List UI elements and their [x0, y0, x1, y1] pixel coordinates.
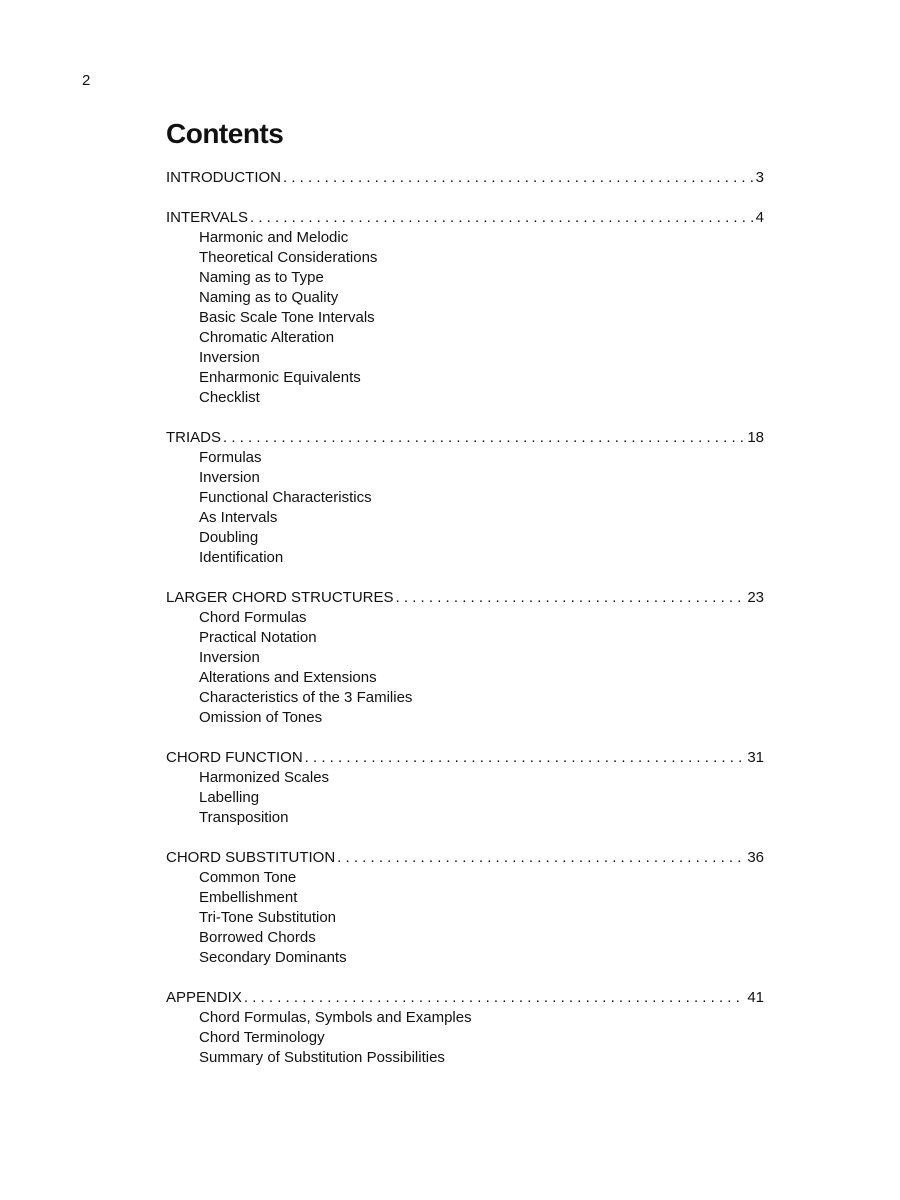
- toc-subitem: Secondary Dominants: [199, 949, 347, 966]
- dot-leader: [250, 208, 754, 228]
- dot-leader: [337, 848, 745, 868]
- dot-leader: [223, 428, 745, 448]
- toc-subitem: Characteristics of the 3 Families: [199, 689, 413, 706]
- toc-subitem: Common Tone: [199, 869, 297, 886]
- toc-section: [166, 988, 764, 1068]
- toc-subitem: Theoretical Considerations: [199, 249, 378, 266]
- dot-leader: [283, 168, 754, 188]
- toc-entry-title: APPENDIX: [166, 989, 242, 1006]
- toc-entry-title: INTERVALS: [166, 209, 248, 226]
- dot-leader: [244, 988, 745, 1008]
- toc-subitem: Formulas: [199, 449, 262, 466]
- toc-subitem: Chord Formulas: [199, 609, 307, 626]
- toc-subitem: Borrowed Chords: [199, 929, 316, 946]
- toc-subitem: Functional Characteristics: [199, 489, 372, 506]
- toc-subitem: Omission of Tones: [199, 709, 323, 726]
- toc-subitems: [166, 448, 764, 568]
- toc-subitem: Inversion: [199, 469, 260, 486]
- toc-section: [166, 748, 764, 828]
- toc-subitem: Harmonic and Melodic: [199, 229, 349, 246]
- toc-section: [166, 848, 764, 968]
- table-of-contents: [166, 116, 764, 1068]
- page-number: 2: [82, 72, 91, 89]
- toc-subitems: [166, 868, 764, 968]
- toc-subitem: Identification: [199, 549, 284, 566]
- toc-entry-page: 3: [755, 169, 764, 186]
- toc-subitem: Labelling: [199, 789, 260, 806]
- toc-subitem: Naming as to Quality: [199, 289, 339, 306]
- toc-entry-page: 18: [747, 429, 764, 446]
- toc-subitems: [166, 1008, 764, 1068]
- toc-entry: [166, 428, 764, 448]
- toc-section: [166, 588, 764, 728]
- toc-subitems: [166, 228, 764, 408]
- toc-entry-page: 23: [747, 589, 764, 606]
- toc-sections: [166, 168, 764, 1068]
- toc-entry: [166, 588, 764, 608]
- toc-entry-title: LARGER CHORD STRUCTURES: [166, 589, 394, 606]
- toc-entry-page: 4: [755, 209, 764, 226]
- toc-subitem: Embellishment: [199, 889, 298, 906]
- toc-subitem: Harmonized Scales: [199, 769, 330, 786]
- toc-subitem: Enharmonic Equivalents: [199, 369, 361, 386]
- toc-subitem: Alterations and Extensions: [199, 669, 377, 686]
- toc-entry-page: 41: [747, 989, 764, 1006]
- toc-section: [166, 208, 764, 408]
- toc-subitem: Basic Scale Tone Intervals: [199, 309, 375, 326]
- toc-entry: [166, 168, 764, 188]
- toc-entry-page: 36: [747, 849, 764, 866]
- toc-subitems: [166, 768, 764, 828]
- dot-leader: [396, 588, 746, 608]
- toc-entry-title: CHORD FUNCTION: [166, 749, 303, 766]
- toc-subitem: Transposition: [199, 809, 289, 826]
- toc-subitem: Checklist: [199, 389, 260, 406]
- toc-subitem: As Intervals: [199, 509, 278, 526]
- toc-subitem: Inversion: [199, 649, 260, 666]
- toc-subitem: Chord Terminology: [199, 1029, 325, 1046]
- toc-entry: [166, 748, 764, 768]
- toc-entry: [166, 988, 764, 1008]
- toc-entry-title: INTRODUCTION: [166, 169, 281, 186]
- toc-section: [166, 168, 764, 188]
- toc-entry: [166, 848, 764, 868]
- toc-subitem: Chromatic Alteration: [199, 329, 335, 346]
- toc-entry-page: 31: [747, 749, 764, 766]
- page-title: Contents: [166, 118, 284, 149]
- toc-subitems: [166, 608, 764, 728]
- toc-subitem: Inversion: [199, 349, 260, 366]
- toc-subitem: Naming as to Type: [199, 269, 324, 286]
- toc-entry-title: TRIADS: [166, 429, 222, 446]
- toc-subitem: Tri-Tone Substitution: [199, 909, 337, 926]
- toc-section: [166, 428, 764, 568]
- toc-subitem: Chord Formulas, Symbols and Examples: [199, 1009, 472, 1026]
- toc-subitem: Summary of Substitution Possibilities: [199, 1049, 445, 1066]
- dot-leader: [305, 748, 746, 768]
- toc-entry-title: CHORD SUBSTITUTION: [166, 849, 336, 866]
- toc-entry: [166, 208, 764, 228]
- toc-subitem: Doubling: [199, 529, 259, 546]
- toc-subitem: Practical Notation: [199, 629, 317, 646]
